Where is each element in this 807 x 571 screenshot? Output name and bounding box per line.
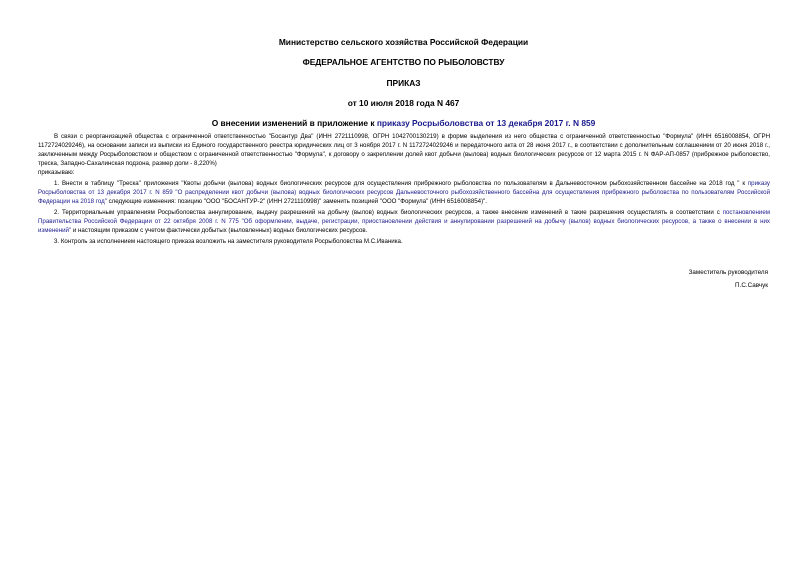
item-2-text-start: 2. Территориальным управлениям Росрыболовства аннулирование, выдачу разрешений на добычу (вылов) водных биологических ресурсов, а также внесение изменений в такие разрешения осуществлять в соответствии с [54,209,723,217]
document-body [38,133,770,247]
ministry-heading: Министерство сельского хозяйства Российской Федерации [278,37,529,47]
document-title-text: О внесении изменений в приложение к [211,118,377,128]
item-1-paragraph [38,180,770,207]
document-date-number: от 10 июля 2018 года N 467 [347,98,460,108]
order-word: приказываю: [38,168,75,176]
signature-name: П.С.Савчук [735,282,768,289]
preamble-paragraph: В связи с реорганизацией общества с ограниченной ответственностью "Босантур Два" (ИНН 2721110998, ОГРН 1042700130219) в форме выделения из него общества с ограниченной ответственностью "Формула" (ИНН 6516008854, ОГРН 1172724029246), на основании записи из выписки из Единого государственного реестра юридических лиц от 3 ноября 2017 г. N 1172724029246 и передаточного акта от 28 июня 2017 г., в соответствии с дополнительным соглашением от 20 июня 2018 г., заключенным между Росрыболовством и обществом с ограниченной ответственностью "Формула", к договору о закреплении долей квот добычи (вылова) водных биологических ресурсов от 12 марта 2015 г. N ФАР-АП-0857 (прибрежное рыболовство, треска, Западно-Сахалинская подзона, размер доли - 8,220%) [38,133,770,167]
item-1-text-end: следующие изменения: позицию "ООО "БОСАНТУР-2" (ИНН 2721110998)" заменить позицией "ООО "Формула" (ИНН 6516008854)". [106,197,488,205]
item-1-order-link[interactable]: приказу Росрыболовства от 13 декабря 2017 г. N 859 "О распределении квот добычи (вылова) водных биологических ресурсов Дальневосточного рыбохозяйственного бассейна для осуществления прибрежного рыболовства по пользователям Российской Федерации на 2018 год" [38,180,770,205]
item-2-paragraph [38,209,770,236]
document-type: ПРИКАЗ [386,78,421,88]
signature-block [689,268,768,290]
signature-position: Заместитель руководителя [688,269,768,276]
document-title [0,118,807,128]
item-1-text-start: 1. Внести в таблицу "Треска" приложения "Квоты добычи (вылова) водных биологических ресурсов для осуществления прибрежного рыболовства по пользователям в Дальневосточном рыбохозяйственном бассейне на 2018 год " к [54,180,748,188]
document-title-link[interactable]: приказу Росрыболовства от 13 декабря 2017 г. N 859 [376,118,596,128]
item-2-resolution-link[interactable]: постановлением Правительства Российской Федерации от 22 октября 2008 г. N 775 "Об оформлении, выдаче, регистрации, приостановлении действия и аннулировании разрешений на добычу (вылов) водных биологических ресурсов, а также о внесении в них изменений" [38,209,770,235]
item-3-paragraph: 3. Контроль за исполнением настоящего приказа возложить на заместителя руководителя Росрыболовства М.С.Иваника. [54,238,403,246]
item-2-text-end: и настоящим приказом с учетом фактически добытых (выловленных) водных биологических ресурсов. [71,227,368,235]
agency-heading: ФЕДЕРАЛЬНОЕ АГЕНТСТВО ПО РЫБОЛОВСТВУ [302,57,505,67]
